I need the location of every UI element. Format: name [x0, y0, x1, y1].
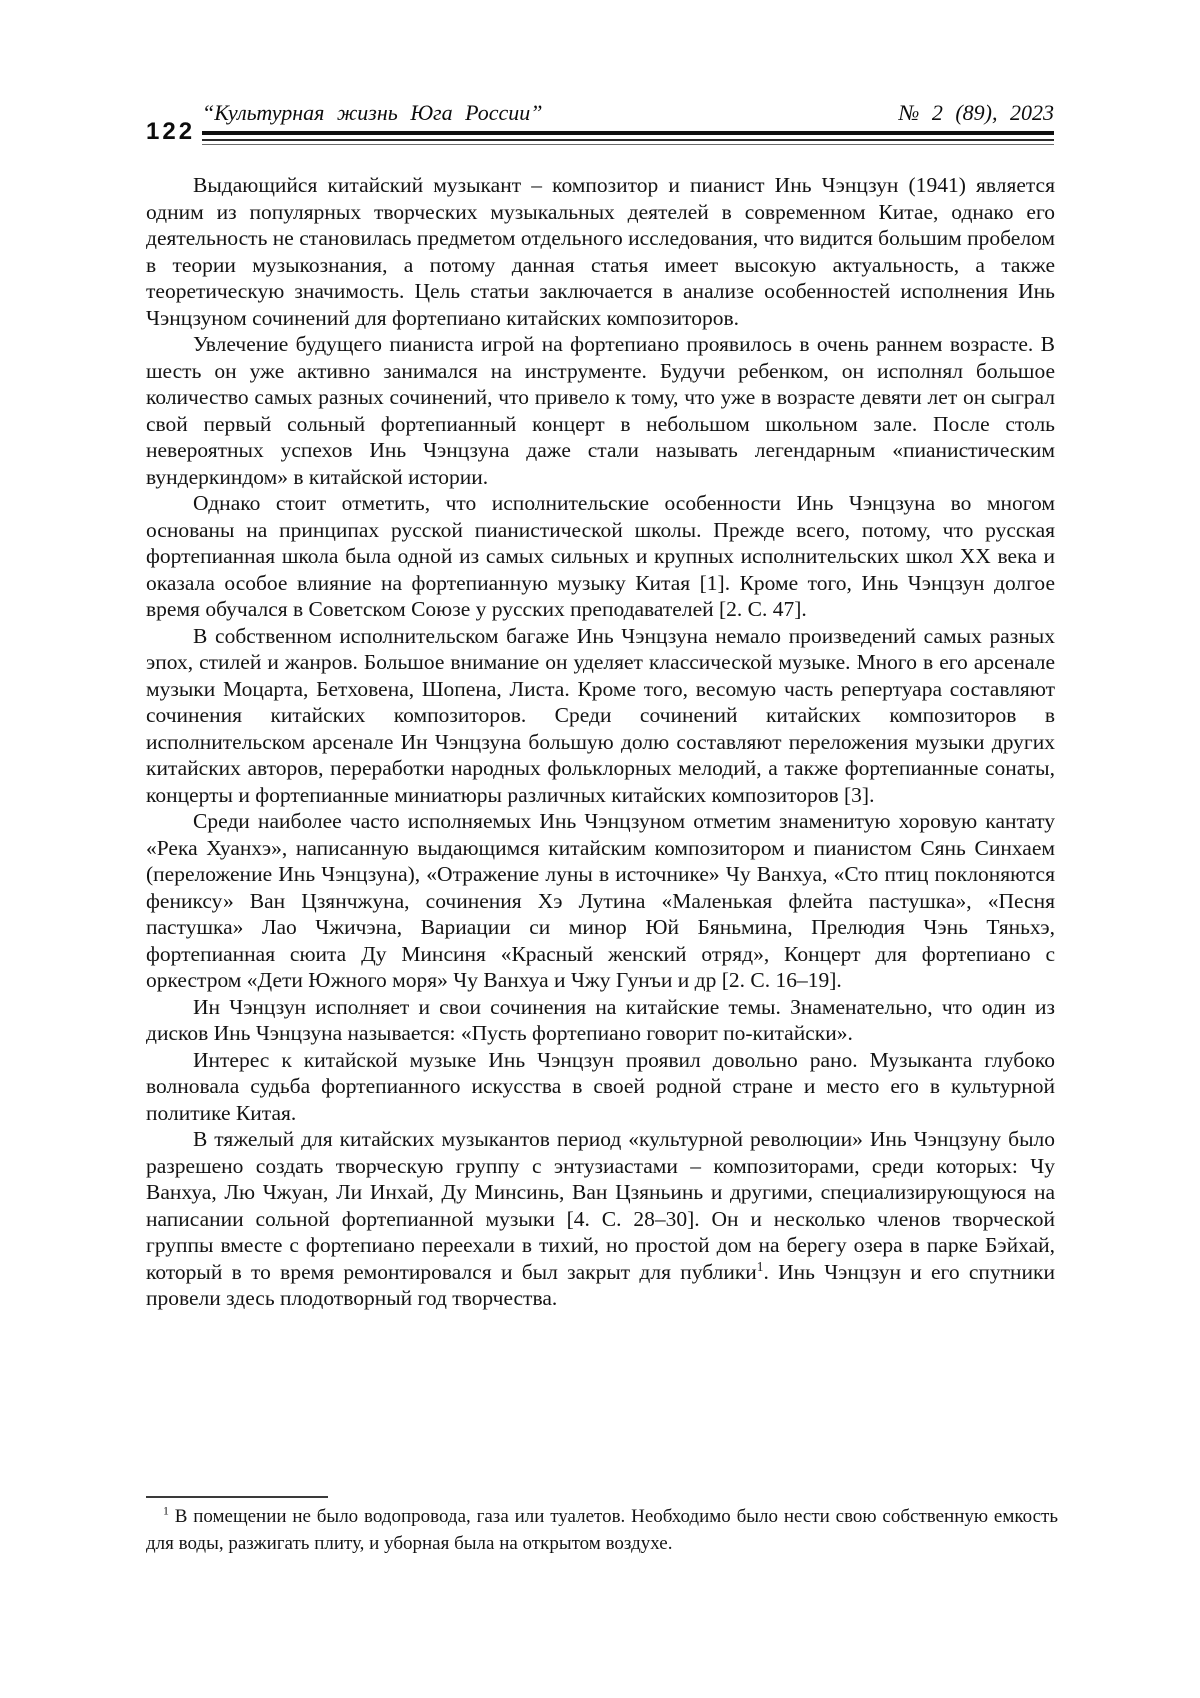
paragraph-text: . Инь Чэнцзун и его спутники провели здесь плодотворный год творчества. — [146, 1259, 1055, 1310]
article-body — [146, 172, 1055, 1312]
paragraph-text: В тяжелый для китайских музыкантов период «культурной революции» Инь Чэнцзуну было разрешено создать творческую группу с энтузиастами – композиторами, среди которых: Чу Ванхуа, Лю Чжуан, Ли Инхай, Ду Минсинь, Ван Цзяньинь и другими, специализирующуюся на написании сольной фортепианной музыки [4. С. 28–30]. Он и несколько членов творческой группы вместе с фортепиано переехали в тихий, но простой дом на берегу озера в парке Бэйхай, который в то время ремонтировался и был закрыт для публики — [146, 1127, 1055, 1284]
article-paragraph-2: Увлечение будущего пианиста игрой на фортепиано проявилось в очень раннем возрасте. В шесть он уже активно занимался на инструменте. Будучи ребенком, он исполнял большое количество самых разных сочинений, что привело к тому, что уже в возрасте девяти лет он сыграл свой первый сольный фортепианный концерт в небольшом школьном зале. После столь невероятных успехов Инь Чэнцзуна даже стали называть легендарным «пианистическим вундеркиндом» в китайской истории. — [146, 332, 1055, 489]
page-number: 122 — [146, 118, 196, 145]
header-rule-mid — [202, 139, 1054, 141]
article-paragraph-6: Ин Чэнцзун исполняет и свои сочинения на китайские темы. Знаменательно, что один из дисков Инь Чэнцзуна называется: «Пусть фортепиано говорит по-китайски». — [146, 994, 1055, 1045]
article-paragraph-5: Среди наиболее часто исполняемых Инь Чэнцзуном отметим знаменитую хоровую кантату «Река Хуанхэ», написанную выдающимся китайским композитором и пианистом Сянь Синхаем (переложение Инь Чэнцзуна), «Отражение луны в источнике» Чу Ванхуа, «Сто птиц поклоняются фениксу» Ван Цзянчжуна, сочинения Хэ Лутина «Маленькая флейта пастушка», «Песня пастушка» Лао Чжичэна, Вариации си минор Юй Бяньмина, Прелюдия Чэнь Тяньхэ, фортепианная сюита Ду Минсиня «Красный женский отряд», Концерт для фортепиано с оркестром «Дети Южного моря» Чу Ванхуа и Чжу Гунъи и др [2. С. 16–19]. — [146, 809, 1055, 992]
issue-number: № 2 (89), 2023 — [898, 100, 1054, 125]
header-rule-thin — [202, 144, 1054, 145]
article-paragraph-1: Выдающийся китайский музыкант – композитор и пианист Инь Чэнцзун (1941) является одним из популярных творческих музыкальных деятелей в современном Китае, однако его деятельность не становилась предметом отдельного исследования, что видится большим пробелом в теории музыкознания, а потому данная статья имеет высокую актуальность, а также теоретическую значимость. Цель статьи заключается в анализе особенностей исполнения Инь Чэнцзуном сочинений для фортепиано китайских композиторов. — [146, 173, 1055, 330]
journal-title: “Культурная жизнь Юга России” — [202, 100, 543, 125]
footnote-marker: 1 — [163, 1504, 169, 1518]
article-paragraph-3: Однако стоит отметить, что исполнительские особенности Инь Чэнцзуна во многом основаны на принципах русской пианистической школы. Прежде всего, потому, что русская фортепианная школа была одной из самых сильных и крупных исполнительских школ XX века и оказала особое влияние на фортепианную музыку Китая [1]. Кроме того, Инь Чэнцзун долгое время обучался в Советском Союзе у русских преподавателей [2. С. 47]. — [146, 491, 1055, 621]
footnote-separator — [146, 1496, 328, 1498]
footnote-reference: 1 — [756, 1258, 764, 1274]
footnote-text: В помещении не было водопровода, газа или туалетов. Необходимо было нести свою собственную емкость для воды, разжигать плиту, и уборная была на открытом воздухе. — [146, 1506, 1058, 1554]
running-head — [202, 100, 1054, 126]
footnote — [146, 1503, 1058, 1557]
article-paragraph-8 — [146, 1126, 1055, 1312]
header-rule-thick — [202, 131, 1054, 135]
article-paragraph-7: Интерес к китайской музыке Инь Чэнцзун проявил довольно рано. Музыканта глубоко волновала судьба фортепианного искусства в своей родной стране и место его в культурной политике Китая. — [146, 1047, 1055, 1125]
article-paragraph-4: В собственном исполнительском багаже Инь Чэнцзуна немало произведений самых разных эпох, стилей и жанров. Большое внимание он уделяет классической музыке. Много в его арсенале музыки Моцарта, Бетховена, Шопена, Листа. Кроме того, весомую часть репертуара составляют сочинения китайских композиторов. Среди сочинений китайских композиторов в исполнительском арсенале Ин Чэнцзуна большую долю составляют переложения музыки других китайских авторов, переработки народных фольклорных мелодий, а также фортепианные сонаты, концерты и фортепианные миниатюры различных китайских композиторов [3]. — [146, 623, 1055, 807]
